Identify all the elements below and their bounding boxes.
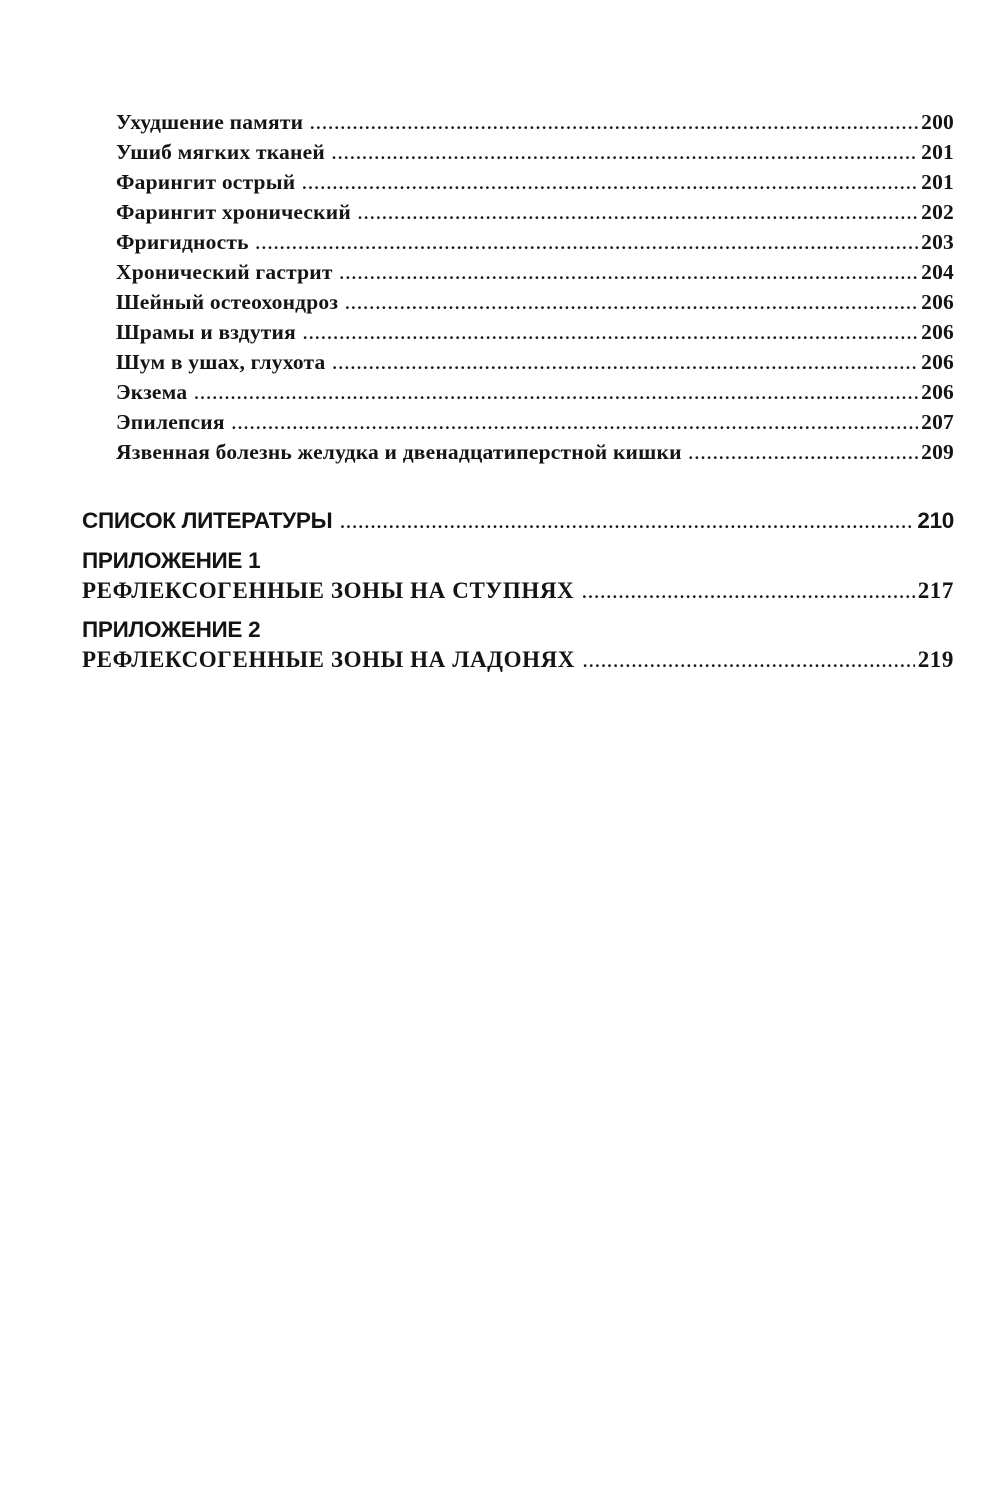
toc-entry-page: 203 [921, 230, 954, 254]
appendix-1-row [82, 578, 954, 604]
toc-entry [116, 437, 954, 467]
appendix-2-page: 219 [917, 647, 954, 672]
appendix-2-row [82, 647, 954, 673]
toc-entry-title: Фарингит хронический [116, 200, 351, 224]
toc-entry-page: 201 [921, 170, 954, 194]
leader-dots [332, 139, 918, 169]
leader-dots [303, 319, 918, 349]
toc-entry [116, 407, 954, 437]
bibliography-page: 210 [917, 508, 954, 533]
toc-entry-title: Язвенная болезнь желудка и двенадцатиперстной кишки [116, 440, 682, 464]
appendix-1-label: ПРИЛОЖЕНИЕ 1 [82, 548, 261, 573]
leader-dots [302, 169, 918, 199]
leader-dots [583, 652, 915, 672]
toc-entry-page: 206 [921, 290, 954, 314]
toc-entry-page: 206 [921, 380, 954, 404]
toc-entry-list [116, 107, 954, 467]
toc-entry-title: Шейный остеохондроз [116, 290, 339, 314]
toc-entry-title: Ушиб мягких тканей [116, 140, 325, 164]
toc-entry-title: Экзема [116, 380, 188, 404]
toc-entry-page: 206 [921, 320, 954, 344]
leader-dots [232, 409, 918, 439]
toc-entry [116, 347, 954, 377]
toc-entry [116, 287, 954, 317]
leader-dots [340, 259, 919, 289]
toc-entry-title: Ухудшение памяти [116, 110, 304, 134]
leader-dots [582, 583, 914, 603]
leader-dots [256, 229, 918, 259]
appendix-2-label: ПРИЛОЖЕНИЕ 2 [82, 617, 261, 642]
appendix-2-section [82, 617, 954, 673]
toc-entry-page: 209 [921, 440, 954, 464]
toc-entry [116, 227, 954, 257]
leader-dots [689, 439, 918, 469]
toc-entry-title: Шрамы и вздутия [116, 320, 296, 344]
toc-entry [116, 167, 954, 197]
toc-entry-page: 201 [921, 140, 954, 164]
toc-entry-title: Эпилепсия [116, 410, 225, 434]
leader-dots [310, 109, 918, 139]
leader-dots [194, 379, 918, 409]
appendix-2-title: РЕФЛЕКСОГЕННЫЕ ЗОНЫ НА ЛАДОНЯХ [82, 647, 576, 672]
bibliography-section [82, 508, 954, 534]
toc-entry-page: 202 [921, 200, 954, 224]
toc-entry [116, 107, 954, 137]
toc-entry [116, 257, 954, 287]
toc-entry [116, 317, 954, 347]
toc-entry-page: 207 [921, 410, 954, 434]
toc-entry-title: Хронический гастрит [116, 260, 333, 284]
leader-dots [340, 513, 914, 533]
toc-entry-page: 204 [921, 260, 954, 284]
leader-dots [345, 289, 918, 319]
bibliography-title: СПИСОК ЛИТЕРАТУРЫ [82, 508, 333, 533]
toc-entry-page: 200 [921, 110, 954, 134]
appendix-1-section [82, 548, 954, 604]
toc-entry-title: Фарингит острый [116, 170, 296, 194]
toc-entry-page: 206 [921, 350, 954, 374]
toc-entry-title: Шум в ушах, глухота [116, 350, 326, 374]
bibliography-row [82, 508, 954, 534]
toc-entry [116, 377, 954, 407]
toc-entry [116, 137, 954, 167]
leader-dots [358, 199, 918, 229]
toc-entry-title: Фригидность [116, 230, 249, 254]
toc-entry [116, 197, 954, 227]
leader-dots [333, 349, 919, 379]
appendix-1-page: 217 [917, 578, 954, 603]
appendix-1-title: РЕФЛЕКСОГЕННЫЕ ЗОНЫ НА СТУПНЯХ [82, 578, 575, 603]
